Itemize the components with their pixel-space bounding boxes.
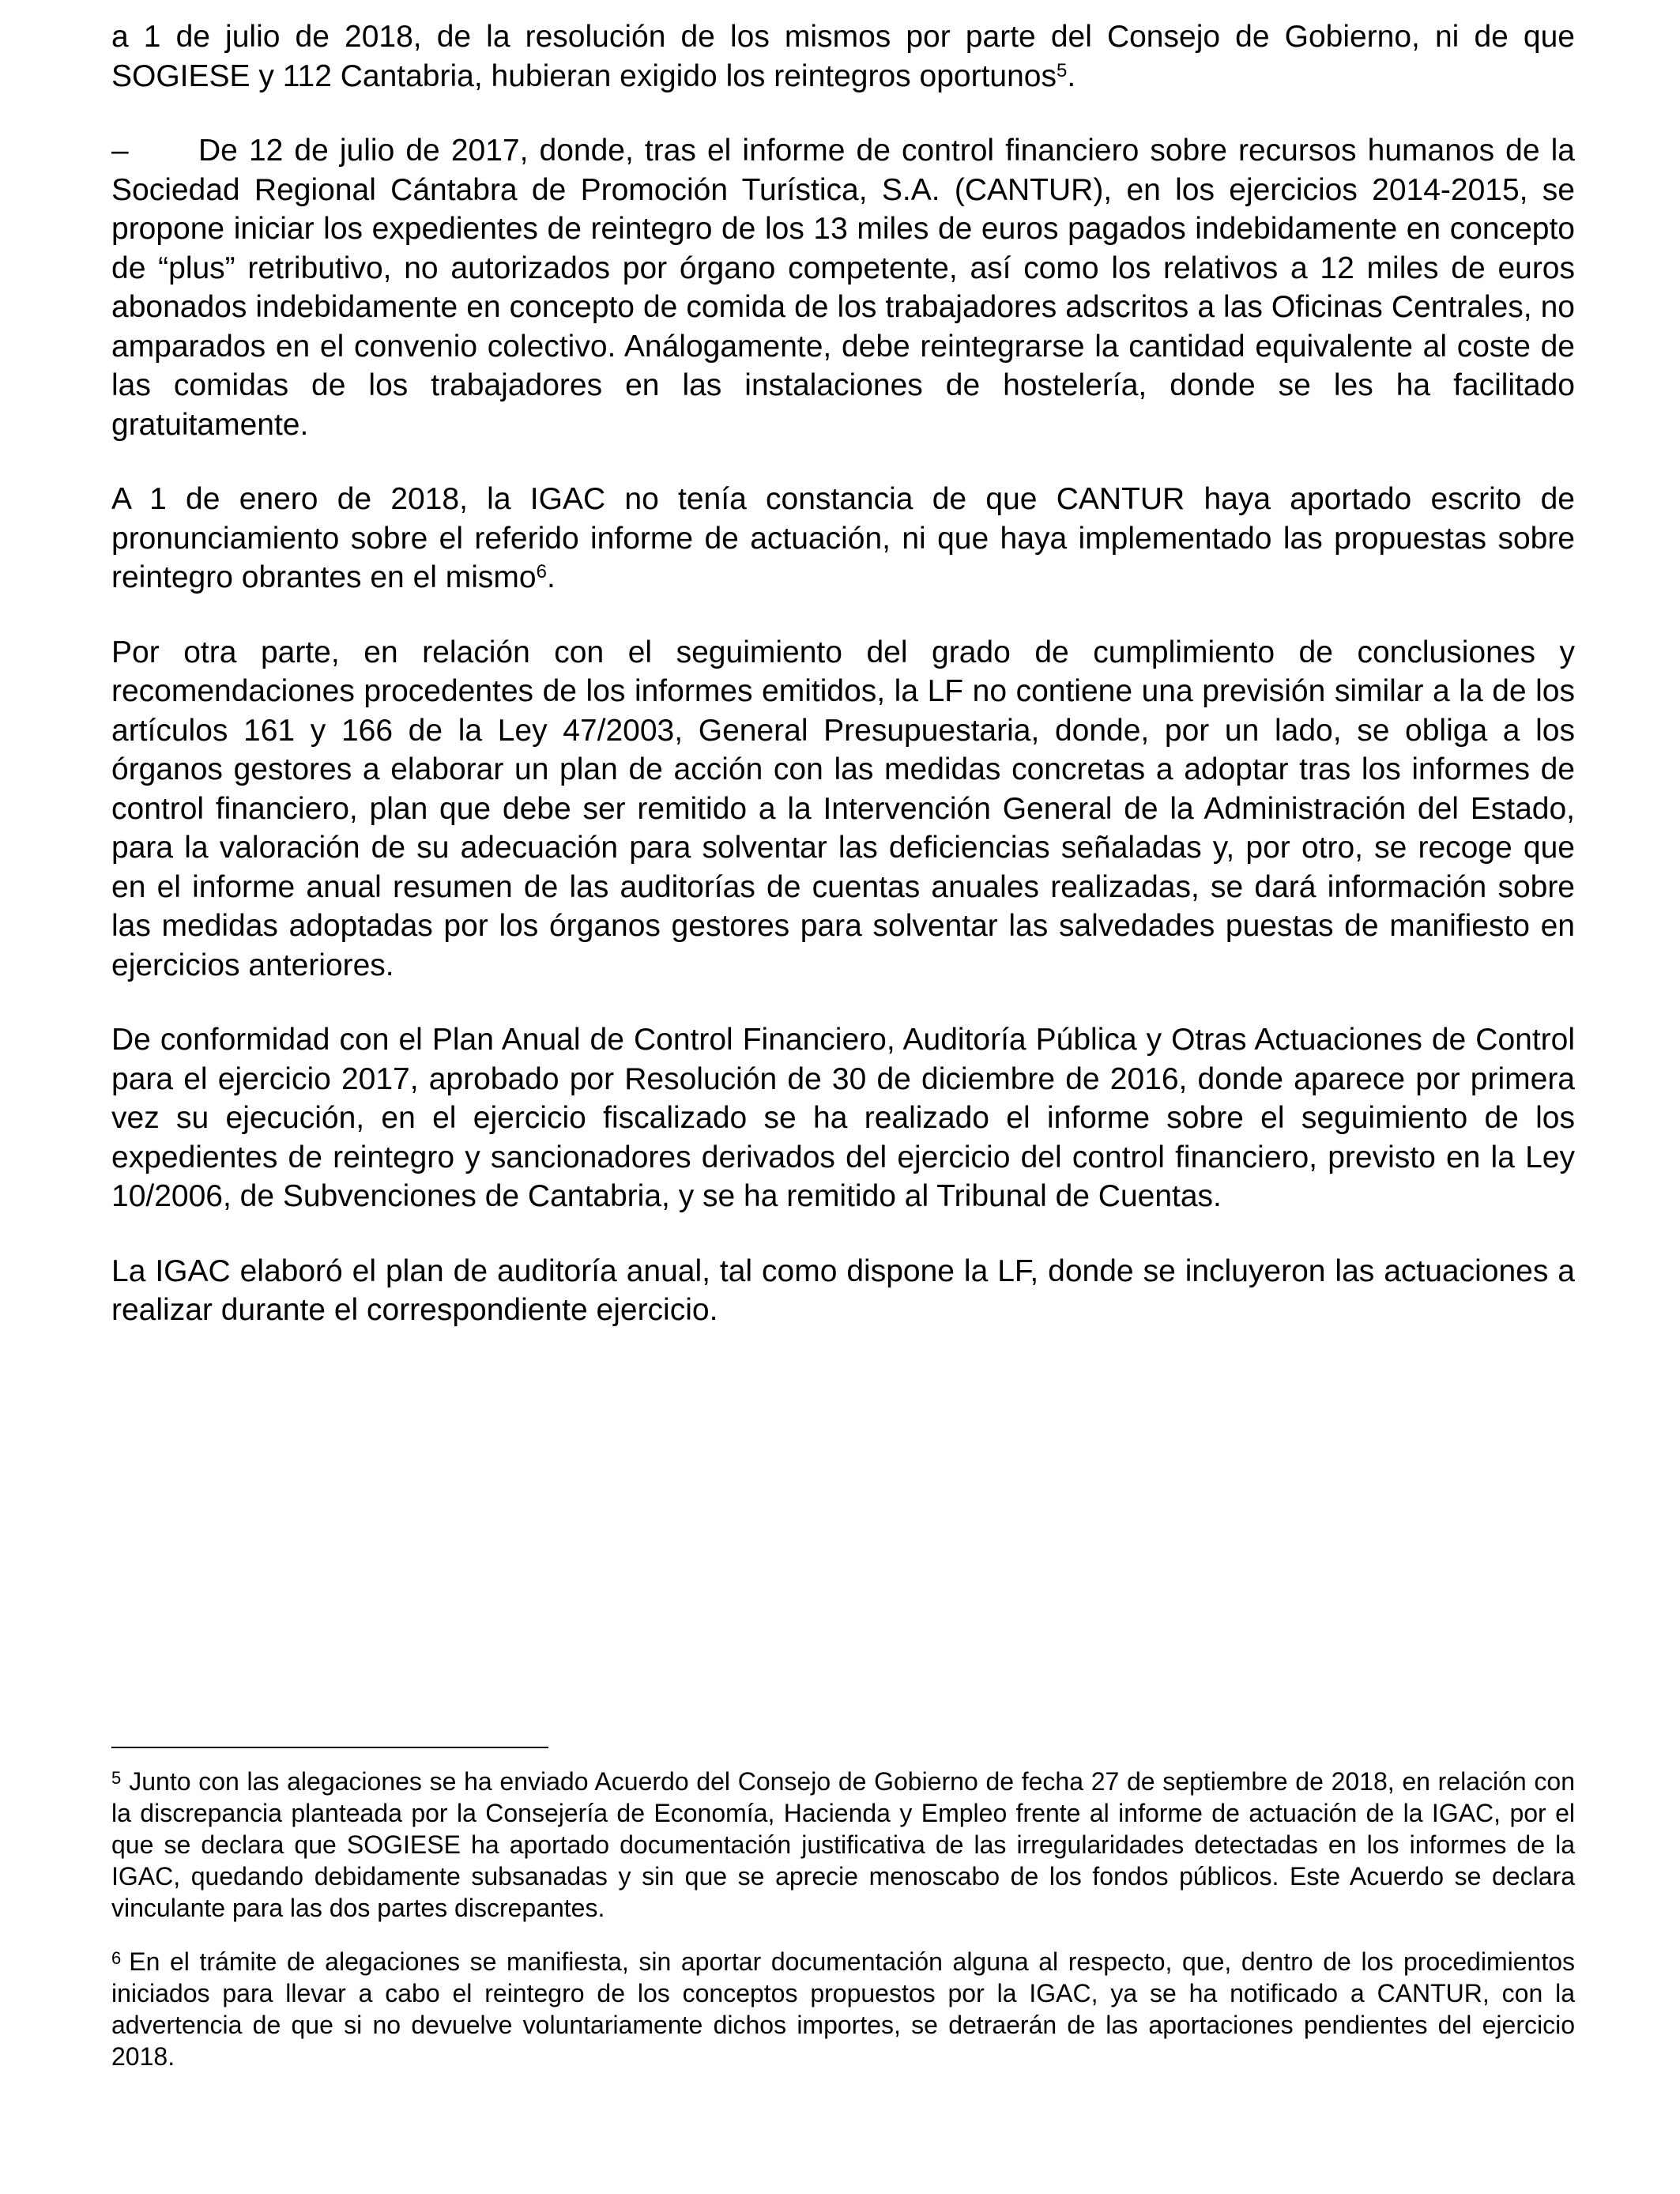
- paragraph-text: Por otra parte, en relación con el seguimiento del grado de cumplimiento de conclusiones y recomendaciones procedentes de los informes emitidos, la LF no contiene una previsión similar a la de los artículos 161 y 166 de la Ley 47/2003, General Presupuestaria, donde, por un lado, se obliga a los órganos gestores a elaborar un plan de acción con las medidas concretas a adoptar tras los informes de control financiero, plan que debe ser remitido a la Intervención General de la Administración del Estado, para la valoración de su adecuación para solventar las deficiencias señaladas y, por otro, se recoge que en el informe anual resumen de las auditorías de cuentas anuales realizadas, se dará información sobre las medidas adoptadas por los órganos gestores para solventar las salvedades puestas de manifiesto en ejercicios anteriores.: [111, 635, 1575, 982]
- footnote-separator: [111, 1747, 548, 1748]
- footnote-ref-5[interactable]: 5: [1056, 59, 1068, 81]
- footnote-5: [111, 1766, 1575, 1924]
- paragraph-text: De conformidad con el Plan Anual de Control Financiero, Auditoría Pública y Otras Actuaciones de Control para el ejercicio 2017, aprobado por Resolución de 30 de diciembre de 2016, donde aparece por primera vez su ejecución, en el ejercicio fiscalizado se ha realizado el informe sobre el seguimiento de los expedientes de reintegro y sancionadores derivados del ejercicio del control financiero, previsto en la Ley 10/2006, de Subvenciones de Cantabria, y se ha remitido al Tribunal de Cuentas.: [111, 1023, 1575, 1213]
- paragraph-plan-anual: [111, 1020, 1575, 1216]
- list-item-dash: [111, 131, 1575, 444]
- footnote-number: 5: [111, 1768, 122, 1789]
- footnotes-section: [111, 1747, 1575, 2094]
- footnote-text: Junto con las alegaciones se ha enviado Acuerdo del Consejo de Gobierno de fecha 27 de septiembre de 2018, en relación con la discrepancia planteada por la Consejería de Economía, Hacienda y Empleo frente al informe de actuación de la IGAC, por el que se declara que SOGIESE ha aportado documentación justificativa de las irregularidades detectadas en los informes de la IGAC, quedando debidamente subsanadas y sin que se aprecie menoscabo de los fondos públicos. Este Acuerdo se declara vinculante para las dos partes discrepantes.: [111, 1767, 1575, 1922]
- footnote-number: 6: [111, 1948, 122, 1969]
- footnote-text: En el trámite de alegaciones se manifiesta, sin aportar documentación alguna al respecto, que, dentro de los procedimientos iniciados para llevar a cabo el reintegro de los conceptos propuestos por la IGAC, ya se ha notificado a CANTUR, con la advertencia de que si no devuelve voluntariamente dichos importes, se detraerán de las aportaciones pendientes del ejercicio 2018.: [111, 1947, 1575, 2071]
- paragraph-continuation: [111, 17, 1575, 96]
- footnote-6: [111, 1946, 1575, 2072]
- paragraph-end: .: [546, 560, 556, 594]
- paragraph-text: La IGAC elaboró el plan de auditoría anual, tal como dispone la LF, donde se incluyeron las actuaciones a realizar durante el correspondiente ejercicio.: [111, 1253, 1575, 1327]
- dash-bullet: –: [111, 134, 129, 168]
- paragraph-end: .: [1067, 58, 1076, 93]
- document-body: [111, 17, 1575, 1366]
- footnote-ref-6[interactable]: 6: [536, 561, 547, 582]
- list-item-text: De 12 de julio de 2017, donde, tras el informe de control financiero sobre recursos humanos de la Sociedad Regional Cántabra de Promoción Turística, S.A. (CANTUR), en los ejercicios 2014-2015, se propone iniciar los expedientes de reintegro de los 13 miles de euros pagados indebidamente en concepto de “plus” retributivo, no autorizados por órgano competente, así como los relativos a 12 miles de euros abonados indebidamente en concepto de comida de los trabajadores adscritos a las Oficinas Centrales, no amparados en el convenio colectivo. Análogamente, debe reintegrarse la cantidad equivalente al coste de las comidas de los trabajadores en las instalaciones de hostelería, donde se les ha facilitado gratuitamente.: [111, 134, 1575, 442]
- paragraph-seguimiento: [111, 633, 1575, 986]
- paragraph-cantur: [111, 480, 1575, 598]
- paragraph-text: a 1 de julio de 2018, de la resolución de los mismos por parte del Consejo de Gobierno, ni de que SOGIESE y 112 Cantabria, hubieran exigido los reintegros oportunos: [111, 20, 1575, 93]
- paragraph-text: A 1 de enero de 2018, la IGAC no tenía constancia de que CANTUR haya aportado escrito de pronunciamiento sobre el referido informe de actuación, ni que haya implementado las propuestas sobre reintegro obrantes en el mismo: [111, 482, 1575, 594]
- paragraph-igac: [111, 1252, 1575, 1330]
